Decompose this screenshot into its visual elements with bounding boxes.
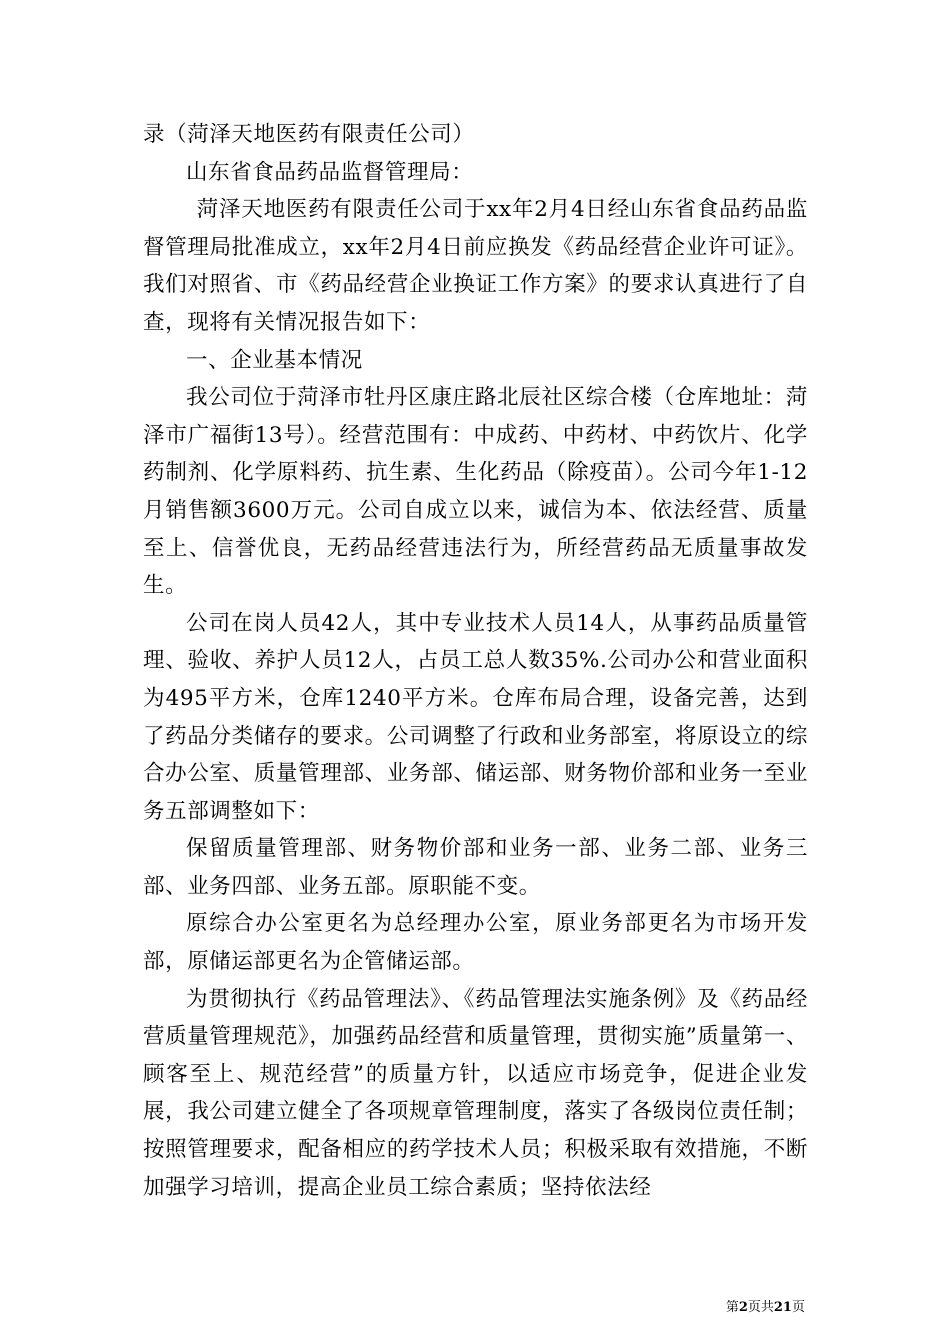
paragraph-intro: 菏泽天地医药有限责任公司于xx年2月4日经山东省食品药品监督管理局批准成立，xx年2月4日前应换发《药品经营企业许可证》。我们对照省、市《药品经营企业换证工作方案》的要求认真进行了自查，现将有关情况报告如下：: [143, 197, 808, 335]
footer-prefix: 第: [725, 1300, 739, 1315]
paragraph-title-continuation: 录（菏泽天地医药有限责任公司）: [143, 122, 475, 147]
paragraph-staff: 公司在岗人员42人，其中专业技术人员14人，从事药品质量管理、验收、养护人员12人，占员工总人数35%.公司办公和营业面积为495平方米，仓库1240平方米。仓库布局合理，设备完善，达到了药品分类储存的要求。公司调整了行政和业务部室，将原设立的综合办公室、质量管理部、业务部、储运部、财务物价部和业务一至业务五部调整如下：: [143, 610, 808, 824]
page-number-footer: [726, 1300, 805, 1316]
paragraph-addressee: 山东省食品药品监督管理局：: [186, 159, 474, 185]
footer-total-pages: 21: [773, 1300, 792, 1315]
section-heading-basic-info: 一、企业基本情况: [186, 347, 363, 373]
footer-current-page: 2: [738, 1300, 748, 1315]
paragraph-retained-departments: 保留质量管理部、财务物价部和业务一部、业务二部、业务三部、业务四部、业务五部。原职能不变。: [143, 836, 808, 899]
paragraph-company-location: 我公司位于菏泽市牡丹区康庄路北辰社区综合楼（仓库地址：菏泽市广福街13号）。经营范围有：中成药、中药材、中药饮片、化学药制剂、化学原料药、抗生素、生化药品（除疫苗）。公司今年1-12月销售额3600万元。公司自成立以来，诚信为本、依法经营、质量至上、信誉优良，无药品经营违法行为，所经营药品无质量事故发生。: [143, 385, 808, 599]
footer-middle: 页共: [747, 1300, 774, 1315]
paragraph-renamed-departments: 原综合办公室更名为总经理办公室，原业务部更名为市场开发部，原储运部更名为企管储运部。: [143, 911, 808, 975]
document-body: [143, 116, 808, 1206]
paragraph-regulations: 为贯彻执行《药品管理法》、《药品管理法实施条例》及《药品经营质量管理规范》，加强药品经营和质量管理，贯彻实施”质量第一、顾客至上、规范经营”的质量方针，以适应市场竞争，促进企业发展，我公司建立健全了各项规章管理制度，落实了各级岗位责任制；按照管理要求，配备相应的药学技术人员；积极采取有效措施，不断加强学习培训，提高企业员工综合素质；坚持依法经: [143, 986, 808, 1200]
footer-suffix: 页: [791, 1300, 805, 1315]
